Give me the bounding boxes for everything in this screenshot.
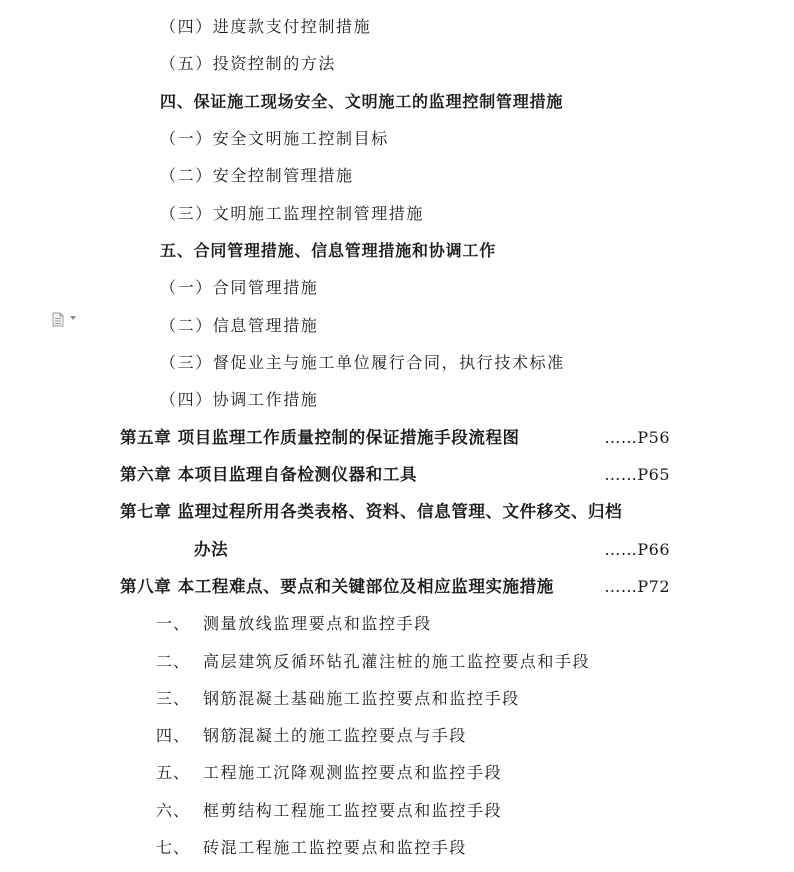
toc-subsection-4-5[interactable]: （五）投资控制的方法 (160, 54, 337, 73)
toc-ch8-item-6[interactable]: 框剪结构工程施工监控要点和监控手段 (203, 801, 503, 820)
toc-section-4-item-1[interactable]: （一）安全文明施工控制目标 (160, 129, 389, 148)
toc-ch8-item-7-number: 七、 (156, 838, 191, 857)
toc-chapter-8-page[interactable]: ……P72 (604, 577, 670, 596)
toc-ch8-item-2[interactable]: 高层建筑反循环钻孔灌注桩的施工监控要点和手段 (203, 652, 591, 671)
toc-chapter-8-title[interactable]: 第八章 本工程难点、要点和关键部位及相应监理实施措施 (120, 577, 554, 596)
toc-ch8-item-3[interactable]: 钢筋混凝土基础施工监控要点和监控手段 (203, 689, 520, 708)
toc-ch8-item-7[interactable]: 砖混工程施工监控要点和监控手段 (203, 838, 468, 857)
toc-chapter-6-page[interactable]: ……P65 (604, 465, 670, 484)
document-icon[interactable] (52, 312, 64, 327)
toc-section-4-item-3[interactable]: （三）文明施工监理控制管理措施 (160, 204, 425, 223)
toc-section-4-title[interactable]: 四、保证施工现场安全、文明施工的监理控制管理措施 (160, 92, 564, 111)
toc-ch8-item-2-number: 二、 (156, 652, 191, 671)
toc-ch8-item-6-number: 六、 (156, 801, 191, 820)
toc-ch8-item-5[interactable]: 工程施工沉降观测监控要点和监控手段 (203, 763, 503, 782)
toc-ch8-item-5-number: 五、 (156, 763, 191, 782)
toc-section-5-item-4[interactable]: （四）协调工作措施 (160, 390, 319, 409)
toc-section-5-item-2[interactable]: （二）信息管理措施 (160, 316, 319, 335)
toc-ch8-item-1-number: 一、 (156, 614, 191, 633)
toc-subsection-4-4[interactable]: （四）进度款支付控制措施 (160, 17, 372, 36)
toc-section-5-item-3[interactable]: （三）督促业主与施工单位履行合同，执行技术标准 (160, 353, 565, 372)
toc-ch8-item-4[interactable]: 钢筋混凝土的施工监控要点与手段 (203, 726, 468, 745)
toc-ch8-item-3-number: 三、 (156, 689, 191, 708)
toc-section-5-item-1[interactable]: （一）合同管理措施 (160, 278, 319, 297)
toc-section-4-item-2[interactable]: （二）安全控制管理措施 (160, 166, 354, 185)
toc-chapter-5-page[interactable]: ……P56 (604, 428, 670, 447)
toc-ch8-item-4-number: 四、 (156, 726, 191, 745)
toc-chapter-7-title[interactable]: 第七章 监理过程所用各类表格、资料、信息管理、文件移交、归档 (120, 502, 623, 521)
toc-ch8-item-1[interactable]: 测量放线监理要点和监控手段 (203, 614, 432, 633)
toc-chapter-6-title[interactable]: 第六章 本项目监理自备检测仪器和工具 (120, 465, 418, 484)
toc-chapter-7-title-cont[interactable]: 办法 (194, 540, 229, 559)
toc-section-5-title[interactable]: 五、合同管理措施、信息管理措施和协调工作 (160, 241, 497, 260)
dropdown-caret-icon[interactable] (70, 316, 76, 320)
toc-chapter-5-title[interactable]: 第五章 项目监理工作质量控制的保证措施手段流程图 (120, 428, 520, 447)
toc-chapter-7-page[interactable]: ……P66 (604, 540, 670, 559)
